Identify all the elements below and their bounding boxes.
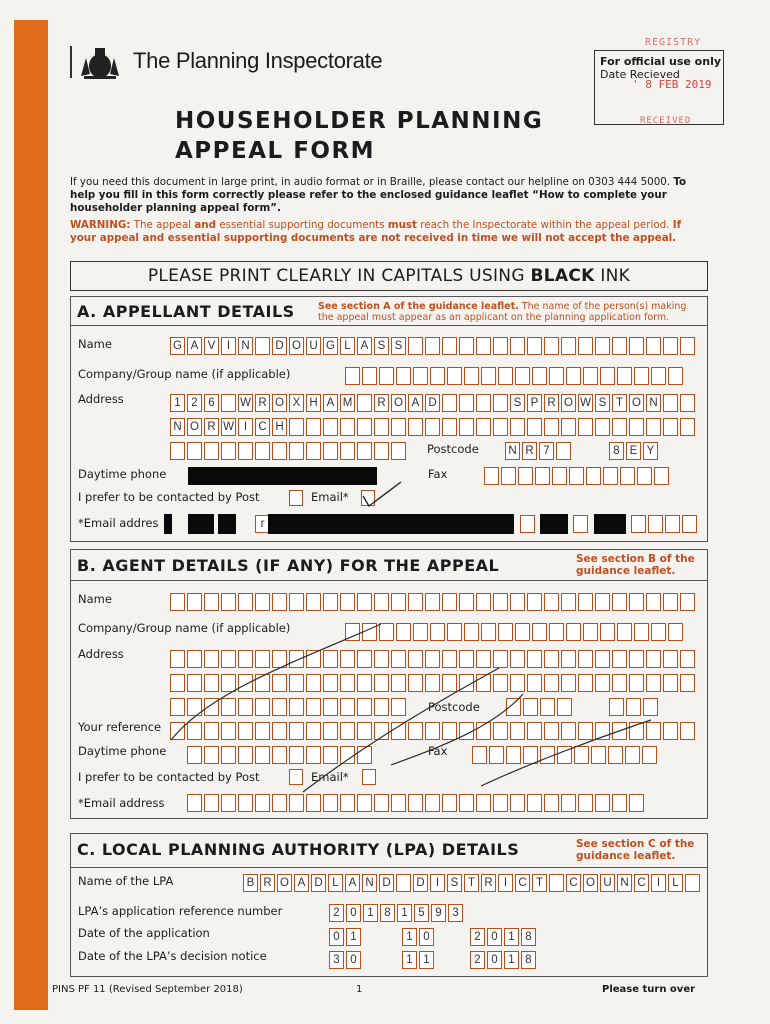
char-box[interactable] (556, 442, 571, 460)
char-box[interactable] (374, 418, 389, 436)
char-box[interactable] (442, 337, 457, 355)
char-box[interactable]: R (374, 394, 389, 412)
agent-postcode-label: Postcode (428, 700, 480, 714)
agent-company-label: Company/Group name (if applicable) (78, 621, 291, 635)
char-box[interactable] (552, 467, 567, 485)
char-box[interactable] (651, 367, 666, 385)
char-box[interactable] (255, 442, 270, 460)
section-c-rule (71, 867, 707, 868)
char-box[interactable] (566, 367, 581, 385)
email-visible-char[interactable]: r (255, 515, 270, 533)
section-b-title: B. AGENT DETAILS (IF ANY) FOR THE APPEAL (77, 556, 500, 575)
appellant-address-label: Address (78, 392, 124, 406)
char-box[interactable] (396, 367, 411, 385)
logo-divider (70, 46, 72, 78)
turn-over-note: Please turn over (602, 984, 696, 995)
strike-through-lines (71, 550, 707, 818)
char-box[interactable] (578, 337, 593, 355)
agent-address-label: Address (78, 647, 124, 661)
char-box[interactable] (612, 418, 627, 436)
char-box[interactable] (391, 418, 406, 436)
char-box[interactable] (170, 442, 185, 460)
email-box-c[interactable] (631, 515, 697, 533)
char-box[interactable]: 8 (521, 951, 536, 969)
application-date-month[interactable] (402, 928, 434, 946)
char-box[interactable]: X (289, 394, 304, 412)
agent-phone-label: Daytime phone (78, 744, 167, 758)
char-box[interactable]: W (578, 394, 593, 412)
appellant-contact-label: I prefer to be contacted by Post (78, 490, 260, 504)
char-box[interactable] (501, 467, 516, 485)
appellant-postcode-label: Postcode (427, 442, 479, 456)
char-box[interactable] (481, 367, 496, 385)
agent-fax-label: Fax (428, 744, 448, 758)
char-box[interactable] (459, 394, 474, 412)
appellant-email-label: *Email addres (78, 516, 159, 530)
char-box[interactable]: L (340, 337, 355, 355)
char-box[interactable]: 7 (539, 442, 554, 460)
char-box[interactable] (459, 418, 474, 436)
char-box[interactable] (680, 394, 695, 412)
char-box[interactable]: O (277, 874, 292, 892)
char-box[interactable]: H (306, 394, 321, 412)
char-box[interactable] (510, 337, 525, 355)
char-box[interactable]: S (595, 394, 610, 412)
lpa-name-field[interactable] (243, 874, 700, 892)
official-use-label: For official use only (600, 55, 722, 68)
char-box[interactable] (646, 337, 661, 355)
char-box[interactable]: 5 (414, 904, 429, 922)
char-box[interactable]: 9 (431, 904, 446, 922)
char-box[interactable]: R (544, 394, 559, 412)
char-box[interactable] (464, 367, 479, 385)
char-box[interactable] (396, 874, 411, 892)
char-box[interactable] (289, 418, 304, 436)
decision-date-day[interactable] (329, 951, 361, 969)
char-box[interactable] (408, 337, 423, 355)
char-box[interactable]: V (204, 337, 219, 355)
char-box[interactable] (413, 367, 428, 385)
char-box[interactable]: S (391, 337, 406, 355)
char-box[interactable] (544, 418, 559, 436)
char-box[interactable]: O (583, 874, 598, 892)
char-box[interactable] (637, 467, 652, 485)
char-box[interactable]: I (221, 337, 236, 355)
char-box[interactable] (379, 367, 394, 385)
intro-bold: To help you fill in this form correctly please refer to the enclosed guidance leaflet “How to complete your householder planning appeal form”. (70, 176, 687, 214)
char-box[interactable] (668, 367, 683, 385)
char-box[interactable] (357, 394, 372, 412)
char-box[interactable]: U (306, 337, 321, 355)
char-box[interactable] (595, 337, 610, 355)
char-box[interactable]: 2 (470, 928, 485, 946)
char-box[interactable]: O (391, 394, 406, 412)
char-box[interactable] (535, 467, 550, 485)
char-box[interactable] (612, 337, 627, 355)
email-redaction-6 (594, 514, 626, 534)
char-box[interactable] (680, 337, 695, 355)
char-box[interactable] (484, 467, 499, 485)
char-box[interactable] (345, 367, 360, 385)
char-box[interactable] (631, 515, 646, 533)
char-box[interactable]: C (634, 874, 649, 892)
char-box[interactable] (323, 418, 338, 436)
char-box[interactable] (583, 367, 598, 385)
char-box[interactable] (663, 418, 678, 436)
form-title (175, 106, 595, 166)
lpa-reference-label: LPA’s application reference number (78, 904, 283, 918)
registry-stamp: REGISTRY (645, 37, 702, 48)
char-box[interactable] (549, 874, 564, 892)
char-box[interactable]: 8 (380, 904, 395, 922)
char-box[interactable]: 2 (329, 904, 344, 922)
char-box[interactable]: O (561, 394, 576, 412)
char-box[interactable] (493, 394, 508, 412)
char-box[interactable]: D (425, 394, 440, 412)
section-a-title: A. APPELLANT DETAILS (77, 302, 295, 321)
intro-text (70, 176, 690, 215)
intro-plain: If you need this document in large print, in audio format or in Braille, please contact our helpline on 0303 444 5000. (70, 176, 671, 188)
char-box[interactable]: T (464, 874, 479, 892)
char-box[interactable] (408, 418, 423, 436)
appellant-phone-label: Daytime phone (78, 467, 167, 481)
char-box[interactable] (527, 418, 542, 436)
appellant-postcode-part-1[interactable] (505, 442, 571, 460)
char-box[interactable] (391, 442, 406, 460)
char-box[interactable] (374, 442, 389, 460)
char-box[interactable]: O (629, 394, 644, 412)
char-box[interactable]: N (646, 394, 661, 412)
char-box[interactable] (340, 418, 355, 436)
received-stamp: RECEIVED (640, 116, 692, 126)
char-box[interactable] (663, 394, 678, 412)
char-box[interactable]: 1 (402, 951, 417, 969)
char-box[interactable] (306, 442, 321, 460)
char-box[interactable]: N (505, 442, 520, 460)
char-box[interactable]: O (289, 337, 304, 355)
char-box[interactable] (654, 467, 669, 485)
char-box[interactable]: S (510, 394, 525, 412)
agent-reference-label: Your reference (78, 720, 162, 734)
char-box[interactable]: I (430, 874, 445, 892)
agent-contact-label: I prefer to be contacted by Post (78, 770, 260, 784)
char-box[interactable]: W (221, 418, 236, 436)
char-box[interactable] (442, 418, 457, 436)
char-box[interactable] (586, 467, 601, 485)
char-box[interactable] (425, 418, 440, 436)
char-box[interactable] (603, 467, 618, 485)
char-box[interactable] (620, 467, 635, 485)
char-box[interactable]: S (374, 337, 389, 355)
warning-and: and (194, 219, 216, 231)
char-box[interactable]: A (345, 874, 360, 892)
char-box[interactable]: Y (643, 442, 658, 460)
char-box[interactable]: B (243, 874, 258, 892)
organisation-name: The Planning Inspectorate (133, 48, 383, 73)
char-box[interactable]: 3 (329, 951, 344, 969)
char-box[interactable]: W (238, 394, 253, 412)
section-a-note-text: The name of the person(s) making the appeal must appear as an applicant on the planning application form. (318, 301, 687, 323)
email-redaction-2 (188, 514, 214, 534)
char-box[interactable] (493, 418, 508, 436)
warning-part-1: The appeal (133, 219, 192, 231)
char-box[interactable] (520, 515, 535, 533)
section-a (70, 296, 708, 542)
char-box[interactable] (272, 442, 287, 460)
char-box[interactable] (648, 515, 663, 533)
char-box[interactable]: 0 (487, 951, 502, 969)
application-date-day[interactable] (329, 928, 361, 946)
char-box[interactable] (685, 874, 700, 892)
char-box[interactable]: S (447, 874, 462, 892)
char-box[interactable] (255, 337, 270, 355)
contact-email-label: Email* (311, 490, 349, 504)
agent-name-label: Name (78, 592, 112, 606)
char-box[interactable]: 1 (504, 928, 519, 946)
appellant-company-label: Company/Group name (if applicable) (78, 367, 291, 381)
char-box[interactable]: R (481, 874, 496, 892)
char-box[interactable]: U (600, 874, 615, 892)
char-box[interactable] (323, 442, 338, 460)
banner-bold: BLACK (530, 266, 595, 286)
char-box[interactable] (549, 367, 564, 385)
char-box[interactable] (476, 394, 491, 412)
email-box-a[interactable] (520, 515, 535, 533)
char-box[interactable]: 1 (402, 928, 417, 946)
char-box[interactable] (476, 337, 491, 355)
char-box[interactable]: I (651, 874, 666, 892)
char-box[interactable] (306, 418, 321, 436)
char-box[interactable] (204, 442, 219, 460)
char-box[interactable]: N (170, 418, 185, 436)
appellant-address-line-1[interactable] (170, 394, 695, 412)
char-box[interactable]: G (170, 337, 185, 355)
char-box[interactable]: 0 (346, 951, 361, 969)
char-box[interactable]: A (357, 337, 372, 355)
title-line-1: HOUSEHOLDER PLANNING (175, 108, 544, 134)
appellant-address-line-3[interactable] (170, 442, 406, 460)
banner-tail: INK (600, 266, 631, 286)
char-box[interactable] (532, 367, 547, 385)
appellant-name-field[interactable] (170, 337, 695, 355)
section-c (70, 833, 708, 977)
application-date-label: Date of the application (78, 926, 210, 940)
section-a-note (318, 301, 704, 323)
char-box[interactable]: 0 (487, 928, 502, 946)
lpa-name-label: Name of the LPA (78, 874, 174, 888)
char-box[interactable]: 0 (329, 928, 344, 946)
warning-part-3: reach the Inspectorate within the appeal period. (420, 219, 670, 231)
lpa-reference-field[interactable] (329, 904, 463, 922)
char-box[interactable]: R (204, 418, 219, 436)
print-instruction-banner (70, 261, 708, 291)
char-box[interactable] (459, 337, 474, 355)
contact-post-checkbox[interactable] (289, 490, 303, 506)
char-box[interactable] (665, 515, 680, 533)
decision-date-label: Date of the LPA’s decision notice (78, 949, 267, 963)
warning-must: must (387, 219, 417, 231)
decision-date-year[interactable] (470, 951, 536, 969)
title-line-2: APPEAL FORM (175, 138, 376, 164)
appellant-fax-label: Fax (428, 467, 448, 481)
char-box[interactable]: 1 (419, 951, 434, 969)
char-box[interactable]: A (187, 337, 202, 355)
char-box[interactable] (527, 337, 542, 355)
agent-email-label: *Email address (78, 796, 165, 810)
char-box[interactable]: A (294, 874, 309, 892)
char-box[interactable] (187, 442, 202, 460)
char-box[interactable]: G (323, 337, 338, 355)
char-box[interactable] (646, 418, 661, 436)
char-box[interactable] (357, 442, 372, 460)
warning-part-2: essential supporting documents (219, 219, 385, 231)
char-box[interactable] (617, 367, 632, 385)
char-box[interactable]: I (498, 874, 513, 892)
page-number: 1 (356, 984, 363, 995)
section-c-title: C. LOCAL PLANNING AUTHORITY (LPA) DETAILS (77, 840, 520, 859)
char-box[interactable] (340, 442, 355, 460)
char-box[interactable] (515, 367, 530, 385)
section-a-rule (71, 325, 707, 326)
char-box[interactable]: C (515, 874, 530, 892)
char-box[interactable] (442, 394, 457, 412)
char-box[interactable]: D (311, 874, 326, 892)
char-box[interactable]: 1 (346, 928, 361, 946)
section-b (70, 549, 708, 819)
char-box[interactable]: H (272, 418, 287, 436)
email-redaction-4 (268, 514, 514, 534)
char-box[interactable]: O (272, 394, 287, 412)
char-box[interactable] (561, 337, 576, 355)
char-box[interactable] (357, 418, 372, 436)
char-box[interactable]: A (323, 394, 338, 412)
char-box[interactable]: 0 (346, 904, 361, 922)
char-box[interactable] (238, 442, 253, 460)
char-box[interactable]: 0 (419, 928, 434, 946)
char-box[interactable] (578, 418, 593, 436)
char-box[interactable]: A (408, 394, 423, 412)
char-box[interactable]: 1 (170, 394, 185, 412)
char-box[interactable]: 1 (397, 904, 412, 922)
char-box[interactable] (561, 418, 576, 436)
char-box[interactable]: O (187, 418, 202, 436)
char-box[interactable] (595, 418, 610, 436)
email-redaction-3 (218, 514, 236, 534)
char-box[interactable]: L (668, 874, 683, 892)
char-box[interactable] (634, 367, 649, 385)
char-box[interactable]: E (626, 442, 641, 460)
char-box[interactable]: 8 (521, 928, 536, 946)
char-box[interactable]: C (255, 418, 270, 436)
date-received-label: Date Recieved (600, 68, 680, 81)
section-c-note: See section C of the guidance leaflet. (576, 838, 695, 862)
char-box[interactable]: R (260, 874, 275, 892)
margin-stripe (14, 20, 48, 1010)
char-box[interactable] (498, 367, 513, 385)
char-box[interactable]: N (362, 874, 377, 892)
phone-redaction (188, 467, 377, 485)
char-box[interactable] (680, 418, 695, 436)
appellant-address-line-2[interactable] (170, 418, 695, 436)
char-box[interactable] (221, 394, 236, 412)
char-box[interactable] (493, 337, 508, 355)
form-reference: PINS PF 11 (Revised September 2018) (52, 984, 243, 995)
section-b-note: See section B of the guidance leaflet. (576, 553, 695, 577)
email-redaction-1 (164, 514, 172, 534)
char-box[interactable]: 3 (448, 904, 463, 922)
char-box[interactable] (518, 467, 533, 485)
warning-prefix: WARNING: (70, 219, 131, 231)
char-box[interactable]: D (413, 874, 428, 892)
royal-crest-icon (78, 46, 122, 80)
char-box[interactable]: M (340, 394, 355, 412)
checkmark-icon (359, 480, 405, 512)
char-box[interactable]: C (566, 874, 581, 892)
char-box[interactable]: T (612, 394, 627, 412)
char-box[interactable]: 8 (609, 442, 624, 460)
char-box[interactable]: 1 (363, 904, 378, 922)
char-box[interactable]: T (532, 874, 547, 892)
char-box[interactable] (682, 515, 697, 533)
char-box[interactable]: R (522, 442, 537, 460)
char-box[interactable] (544, 337, 559, 355)
email-redaction-5 (540, 514, 568, 534)
char-box[interactable] (569, 467, 584, 485)
char-box[interactable]: I (238, 418, 253, 436)
email-box-b[interactable] (573, 515, 588, 533)
char-box[interactable]: 2 (470, 951, 485, 969)
agent-contact-email-label: Email* (311, 770, 349, 784)
banner-text: PLEASE PRINT CLEARLY IN CAPITALS USING (147, 266, 525, 286)
char-box[interactable] (447, 367, 462, 385)
warning-bold: If your appeal and essential supporting documents are not received in time we will not accept the appeal. (70, 219, 682, 244)
char-box[interactable]: N (238, 337, 253, 355)
char-box[interactable] (425, 337, 440, 355)
appellant-company-field[interactable] (345, 367, 683, 385)
char-box[interactable] (289, 442, 304, 460)
char-box[interactable] (362, 367, 377, 385)
warning-text (70, 219, 690, 245)
char-box[interactable]: D (379, 874, 394, 892)
char-box[interactable]: R (255, 394, 270, 412)
appellant-fax-field[interactable] (484, 467, 669, 485)
char-box[interactable]: 2 (187, 394, 202, 412)
char-box[interactable] (629, 418, 644, 436)
char-box[interactable] (600, 367, 615, 385)
char-box[interactable] (221, 442, 236, 460)
char-box[interactable]: 1 (504, 951, 519, 969)
appellant-name-label: Name (78, 337, 112, 351)
application-date-year[interactable] (470, 928, 536, 946)
section-a-note-bold: See section A of the guidance leaflet. (318, 301, 519, 312)
char-box[interactable] (510, 418, 525, 436)
char-box[interactable]: 6 (204, 394, 219, 412)
char-box[interactable]: D (272, 337, 287, 355)
char-box[interactable] (629, 337, 644, 355)
char-box[interactable]: N (617, 874, 632, 892)
char-box[interactable] (476, 418, 491, 436)
appellant-postcode-part-2[interactable] (609, 442, 658, 460)
char-box[interactable]: L (328, 874, 343, 892)
received-date-stamp: ' 8 FEB 2019 (632, 78, 712, 91)
char-box[interactable] (663, 337, 678, 355)
decision-date-month[interactable] (402, 951, 434, 969)
char-box[interactable]: P (527, 394, 542, 412)
char-box[interactable] (573, 515, 588, 533)
char-box[interactable] (430, 367, 445, 385)
